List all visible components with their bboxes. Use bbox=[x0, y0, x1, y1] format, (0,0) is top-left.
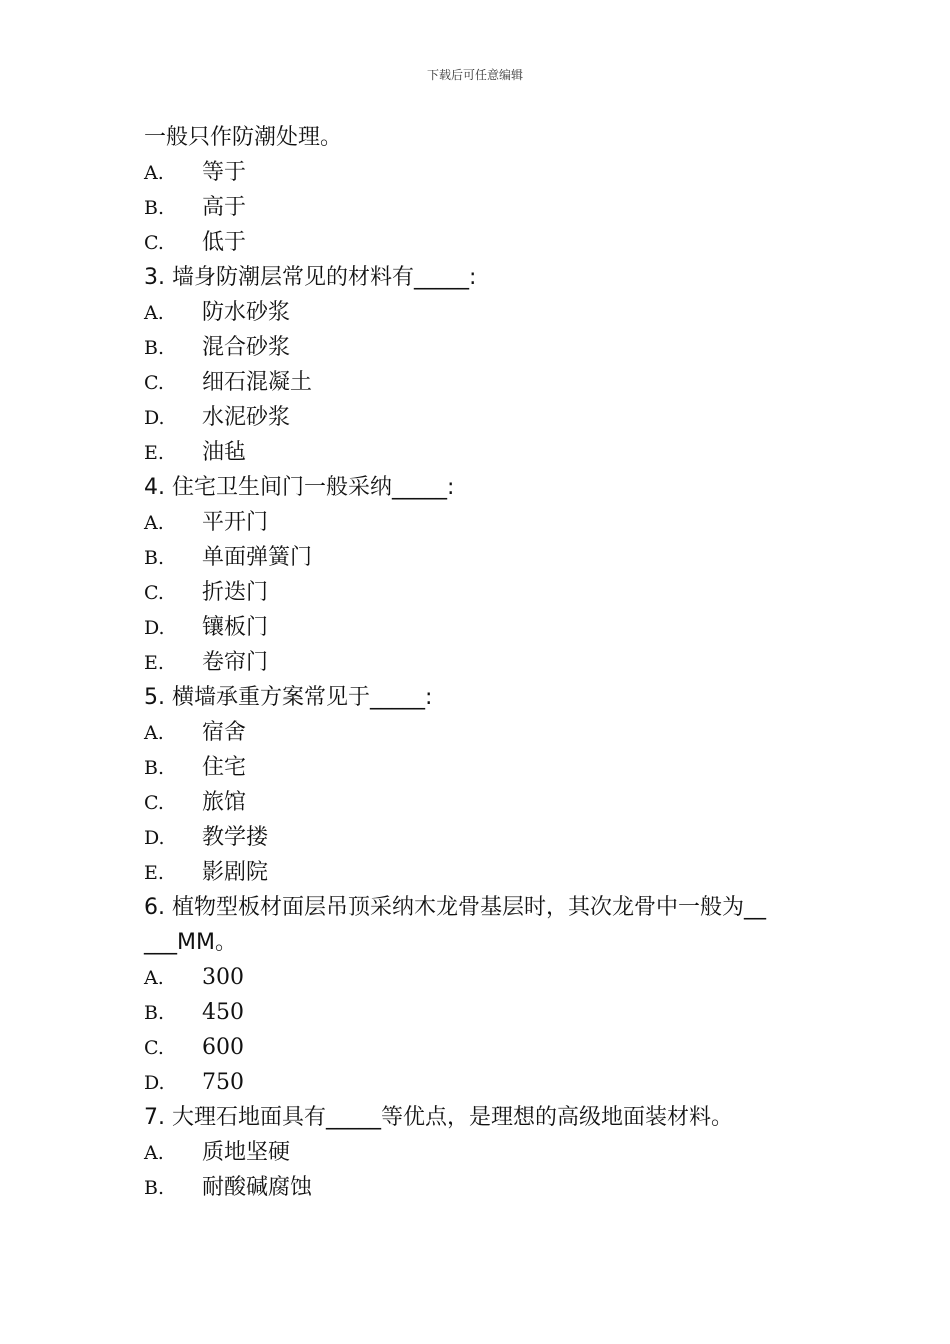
option-letter: E. bbox=[144, 442, 164, 464]
option-letter: B. bbox=[144, 197, 165, 219]
option-text: 宿舍 bbox=[202, 720, 247, 745]
option-letter: B. bbox=[144, 1002, 165, 1024]
option-letter: C. bbox=[144, 1037, 164, 1059]
option-letter: E. bbox=[144, 652, 164, 674]
option-text: 卷帘门 bbox=[202, 650, 269, 675]
option-text: 等于 bbox=[202, 160, 247, 185]
question-text: 5. 横墙承重方案常见于_____: bbox=[144, 685, 433, 710]
option-text: 750 bbox=[202, 1070, 244, 1095]
question-text: 3. 墙身防潮层常见的材料有_____: bbox=[144, 265, 477, 290]
option-letter: A. bbox=[144, 967, 164, 989]
option-text: 单面弹簧门 bbox=[202, 545, 313, 570]
option-letter: B. bbox=[144, 547, 165, 569]
option-letter: D. bbox=[144, 1072, 165, 1094]
answer-option bbox=[144, 435, 824, 470]
option-letter: B. bbox=[144, 1177, 165, 1199]
question-text: 6. 植物型板材面层吊顶采纳木龙骨基层时，其次龙骨中一般为__ bbox=[144, 895, 766, 920]
option-letter: C. bbox=[144, 232, 164, 254]
answer-option bbox=[144, 715, 824, 750]
option-text: 低于 bbox=[202, 230, 247, 255]
answer-option bbox=[144, 1065, 824, 1100]
answer-option bbox=[144, 575, 824, 610]
option-text: 油毡 bbox=[202, 440, 247, 465]
option-letter: D. bbox=[144, 407, 165, 429]
option-text: 镶板门 bbox=[202, 615, 269, 640]
answer-option bbox=[144, 400, 824, 435]
answer-option bbox=[144, 995, 824, 1030]
answer-option bbox=[144, 155, 824, 190]
option-letter: C. bbox=[144, 582, 164, 604]
answer-option bbox=[144, 225, 824, 260]
answer-option bbox=[144, 1030, 824, 1065]
option-letter: A. bbox=[144, 722, 164, 744]
answer-option bbox=[144, 540, 824, 575]
option-letter: B. bbox=[144, 337, 165, 359]
answer-option bbox=[144, 505, 824, 540]
option-letter: A. bbox=[144, 302, 164, 324]
answer-option bbox=[144, 295, 824, 330]
option-text: 耐酸碱腐蚀 bbox=[202, 1175, 313, 1200]
option-text: 600 bbox=[202, 1035, 244, 1060]
question-text: ___MM。 bbox=[144, 930, 237, 955]
answer-option bbox=[144, 855, 824, 890]
answer-option bbox=[144, 330, 824, 365]
answer-option bbox=[144, 610, 824, 645]
option-text: 混合砂浆 bbox=[202, 335, 291, 360]
answer-option bbox=[144, 645, 824, 680]
option-text: 450 bbox=[202, 1000, 244, 1025]
answer-option bbox=[144, 1170, 824, 1205]
answer-option bbox=[144, 365, 824, 400]
answer-option bbox=[144, 820, 824, 855]
option-text: 住宅 bbox=[202, 755, 247, 780]
option-text: 旅馆 bbox=[202, 790, 247, 815]
answer-option bbox=[144, 960, 824, 995]
answer-option bbox=[144, 190, 824, 225]
option-text: 防水砂浆 bbox=[202, 300, 291, 325]
option-text: 折迭门 bbox=[202, 580, 269, 605]
option-letter: A. bbox=[144, 512, 164, 534]
option-text: 高于 bbox=[202, 195, 247, 220]
option-text: 平开门 bbox=[202, 510, 269, 535]
option-letter: C. bbox=[144, 372, 164, 394]
option-text: 影剧院 bbox=[202, 860, 269, 885]
question-text: 一般只作防潮处理。 bbox=[144, 125, 343, 150]
page-header-note: 下载后可任意编辑 bbox=[426, 68, 523, 82]
question-text: 4. 住宅卫生间门一般采纳_____: bbox=[144, 475, 455, 500]
answer-option bbox=[144, 1135, 824, 1170]
option-text: 细石混凝土 bbox=[202, 370, 313, 395]
option-text: 质地坚硬 bbox=[202, 1140, 291, 1165]
question-text: 7. 大理石地面具有_____等优点，是理想的高级地面装材料。 bbox=[144, 1105, 733, 1130]
answer-option bbox=[144, 750, 824, 785]
option-letter: A. bbox=[144, 162, 164, 184]
option-letter: D. bbox=[144, 617, 165, 639]
option-text: 300 bbox=[202, 965, 244, 990]
option-letter: E. bbox=[144, 862, 164, 884]
option-letter: D. bbox=[144, 827, 165, 849]
option-text: 水泥砂浆 bbox=[202, 405, 291, 430]
option-letter: C. bbox=[144, 792, 164, 814]
document-body bbox=[144, 120, 824, 1205]
option-letter: B. bbox=[144, 757, 165, 779]
option-letter: A. bbox=[144, 1142, 164, 1164]
option-text: 教学搂 bbox=[202, 825, 269, 850]
answer-option bbox=[144, 785, 824, 820]
